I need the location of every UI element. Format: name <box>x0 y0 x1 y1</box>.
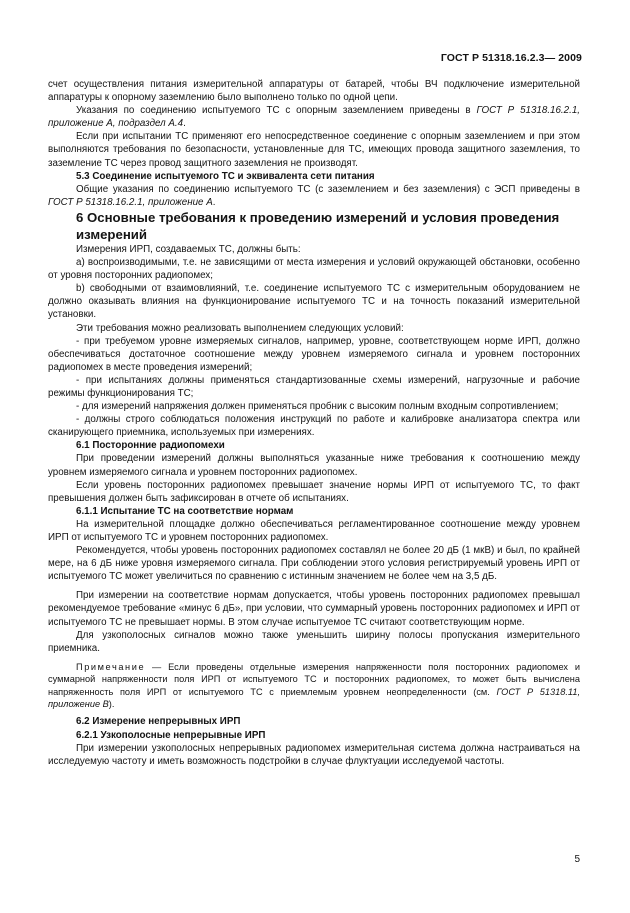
list-item: а) воспроизводимыми, т.е. не зависящими от места измерения и условий окружающей обстановки, особенно от уровня посторонних радиопомех; <box>48 257 580 282</box>
paragraph: При измерении узкополосных непрерывных радиопомех измерительная система должна настраиваться на исследуемую частоту и иметь возможность подстройки в случае флуктуации исследуемой частоты. <box>48 742 580 767</box>
paragraph: На измерительной площадке должно обеспечиваться регламентированное соотношение между уровнем ИРП от испытуемого ТС и уровнем посторонних радиопомех. <box>48 518 580 543</box>
list-item: - для измерений напряжения должен применяться пробник с высоким полным входным сопротивлением; <box>76 401 559 413</box>
page-number: 5 <box>574 854 580 865</box>
paragraph: Для узкополосных сигналов можно также уменьшить ширину полосы пропускания измерительного приемника. <box>48 629 580 654</box>
paragraph: При проведении измерений должны выполняться указанные ниже требования к соотношению между уровнем измеряемого сигнала и уровнем посторонних радиопомех. <box>48 453 580 478</box>
paragraph: Измерения ИРП, создаваемых ТС, должны быть: <box>76 243 301 255</box>
text-run: Общие указания по соединению испытуемого ТС (с заземлением и без заземления) с ЭСП приведены в <box>76 183 580 195</box>
page-header: ГОСТ Р 51318.16.2.3— 2009 <box>440 52 582 64</box>
reference: ГОСТ Р 51318.16.2.1, приложение А, подраздел А.4 <box>48 105 580 130</box>
note-label: Примечание <box>76 661 146 672</box>
text-run: — Если проведены отдельные измерения напряженности поля посторонних радиопомех и суммарной напряженности поля ИРП от испытуемого ТС и посторонних радиопомех, то может быть вычислена напряженность поля ИРП от испытуемого ТС с приемлемым уровнем неопределенности (см. <box>48 661 580 697</box>
text-run: Указания по соединению испытуемого ТС с опорным заземлением приведены в <box>76 105 477 117</box>
chapter-heading: 6 Основные требования к проведению измерений и условия проведения измерений <box>76 209 560 242</box>
list-item: - при требуемом уровне измеряемых сигналов, например, уровне, соответствующем норме ИРП, должно обеспечиваться достаточное соотношение между уровнем измеряемого сигнала и уровнем посторонних радиопомех в месте проведения измерений; <box>48 335 580 373</box>
text-run: ). <box>108 699 115 710</box>
subsection-heading: 6.1.1 Испытание ТС на соответствие нормам <box>76 505 294 517</box>
subsection-heading: 6.2.1 Узкополосные непрерывные ИРП <box>76 729 266 741</box>
paragraph: Если при испытании ТС применяют его непосредственное соединение с опорным заземлением и при этом выполняются требования по безопасности, установленные для ТС, имеющих провода защитного заземления, то заземление ТС через провод защитного заземления не производят. <box>48 131 580 169</box>
section-heading: 6.1 Посторонние радиопомехи <box>76 440 225 452</box>
note <box>48 661 580 711</box>
page-content <box>48 78 580 768</box>
section-heading: 5.3 Соединение испытуемого ТС и эквивалента сети питания <box>76 170 375 182</box>
list-item: - должны строго соблюдаться положения инструкций по работе и калибровке анализатора спектра или сканирующего приемника, используемых при измерениях. <box>48 414 580 439</box>
list-item: b) свободными от взаимовлияний, т.е. соединение испытуемого ТС с измерительным оборудованием не должно оказывать влияния на функционирование испытуемого ТС и на точность показаний измерительной установки. <box>48 283 580 321</box>
text-run: . <box>183 118 186 130</box>
list-item: - при испытаниях должны применяться стандартизованные схемы измерений, нагрузочные и рабочие режимы функционирования ТС; <box>48 374 580 399</box>
paragraph: счет осуществления питания измерительной аппаратуры от батарей, чтобы ВЧ подключение измерительной аппаратуры к опорному заземлению было выполнено только по одной цепи. <box>48 79 580 104</box>
paragraph: При измерении на соответствие нормам допускается, чтобы уровень посторонних радиопомех превышал рекомендуемое требование «минус 6 дБ», при условии, что суммарный уровень посторонних радиопомех и ИРП от испытуемого ТС не превышает нормы. В этом случае испытуемое ТС считают соответствующим норме. <box>48 590 580 628</box>
reference: ГОСТ Р 51318.11, приложение В <box>48 686 580 710</box>
paragraph: Эти требования можно реализовать выполнением следующих условий: <box>76 322 404 334</box>
paragraph <box>48 183 580 209</box>
section-heading: 6.2 Измерение непрерывных ИРП <box>76 716 241 728</box>
paragraph: Если уровень посторонних радиопомех превышает значение нормы ИРП от испытуемого ТС, то факт превышения должен быть зафиксирован в отчете об испытаниях. <box>48 479 580 504</box>
paragraph: Рекомендуется, чтобы уровень посторонних радиопомех составлял не более 20 дБ (1 мкВ) и был, по крайней мере, на 6 дБ ниже уровня измеряемого сигнала. При соблюдении этого условия регистрируемый уровень ИРП от испытуемого ТС может увеличиться по сравнению с истинным значением не более чем на 3,5 дБ. <box>48 545 580 583</box>
reference: ГОСТ Р 51318.16.2.1, приложение А <box>48 196 213 208</box>
text-run: . <box>212 196 216 208</box>
paragraph <box>48 104 580 130</box>
